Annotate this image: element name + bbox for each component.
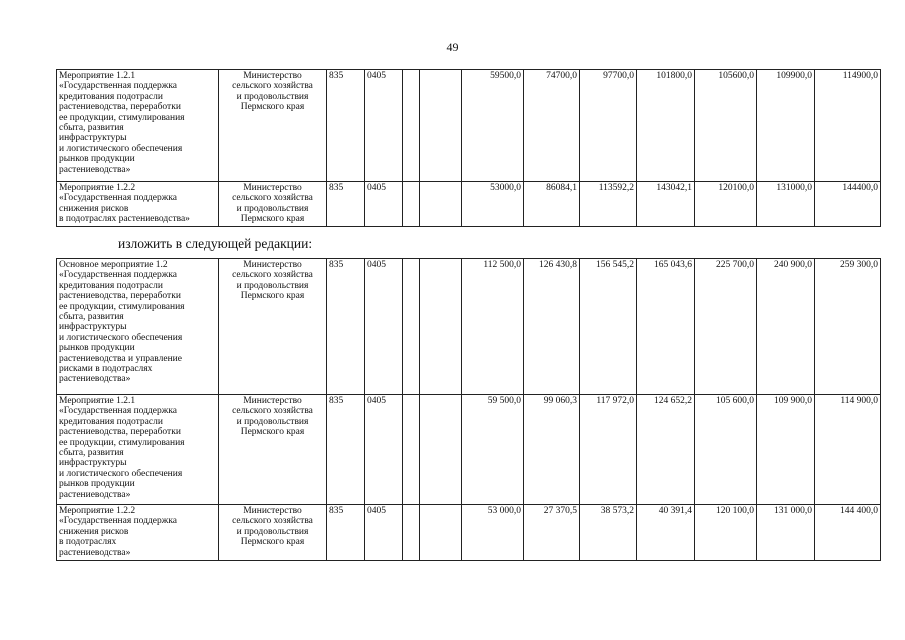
target-code-cell bbox=[403, 259, 420, 395]
funding-value-cell: 225 700,0 bbox=[695, 259, 757, 395]
department-cell: Министерство сельского хозяйства и продовольствия Пермского края bbox=[219, 182, 327, 227]
intro-text: изложить в следующей редакции: bbox=[118, 236, 313, 251]
funding-value-cell: 105600,0 bbox=[695, 70, 757, 182]
activity-name-cell: Мероприятие 1.2.1 «Государственная поддержка кредитования подотрасли растениеводства, переработки ее продукции, стимулирования сбыта, развития инфраструктуры и логистического обеспечения рынков продукции растениеводства» bbox=[57, 70, 219, 182]
grbs-code-cell: 835 bbox=[327, 505, 365, 561]
funding-value-cell: 117 972,0 bbox=[580, 395, 637, 505]
funding-value-cell: 40 391,4 bbox=[637, 505, 695, 561]
funding-value-cell: 59500,0 bbox=[462, 70, 524, 182]
target-code-cell bbox=[403, 505, 420, 561]
expense-type-cell bbox=[420, 505, 462, 561]
funding-value-cell: 144400,0 bbox=[815, 182, 881, 227]
expense-type-cell bbox=[420, 259, 462, 395]
grbs-code-cell: 835 bbox=[327, 395, 365, 505]
table-row bbox=[57, 505, 881, 561]
funding-value-cell: 59 500,0 bbox=[462, 395, 524, 505]
target-code-cell bbox=[403, 70, 420, 182]
funding-value-cell: 99 060,3 bbox=[524, 395, 580, 505]
section-code-cell: 0405 bbox=[365, 395, 403, 505]
funding-value-cell: 86084,1 bbox=[524, 182, 580, 227]
funding-value-cell: 38 573,2 bbox=[580, 505, 637, 561]
expense-type-cell bbox=[420, 182, 462, 227]
funding-value-cell: 156 545,2 bbox=[580, 259, 637, 395]
expense-type-cell bbox=[420, 395, 462, 505]
funding-value-cell: 101800,0 bbox=[637, 70, 695, 182]
funding-value-cell: 120 100,0 bbox=[695, 505, 757, 561]
funding-value-cell: 126 430,8 bbox=[524, 259, 580, 395]
funding-value-cell: 74700,0 bbox=[524, 70, 580, 182]
department-cell: Министерство сельского хозяйства и продовольствия Пермского края bbox=[219, 259, 327, 395]
funding-value-cell: 109900,0 bbox=[757, 70, 815, 182]
target-code-cell bbox=[403, 395, 420, 505]
funding-value-cell: 53 000,0 bbox=[462, 505, 524, 561]
funding-value-cell: 120100,0 bbox=[695, 182, 757, 227]
department-cell: Министерство сельского хозяйства и продовольствия Пермского края bbox=[219, 505, 327, 561]
department-cell: Министерство сельского хозяйства и продовольствия Пермского края bbox=[219, 70, 327, 182]
funding-value-cell: 131000,0 bbox=[757, 182, 815, 227]
funding-value-cell: 27 370,5 bbox=[524, 505, 580, 561]
section-code-cell: 0405 bbox=[365, 259, 403, 395]
funding-value-cell: 105 600,0 bbox=[695, 395, 757, 505]
funding-value-cell: 114 900,0 bbox=[815, 395, 881, 505]
table-row bbox=[57, 259, 881, 395]
funding-value-cell: 259 300,0 bbox=[815, 259, 881, 395]
table-current-edition bbox=[56, 69, 881, 227]
funding-value-cell: 109 900,0 bbox=[757, 395, 815, 505]
grbs-code-cell: 835 bbox=[327, 259, 365, 395]
funding-value-cell: 53000,0 bbox=[462, 182, 524, 227]
funding-value-cell: 131 000,0 bbox=[757, 505, 815, 561]
section-code-cell: 0405 bbox=[365, 182, 403, 227]
funding-value-cell: 143042,1 bbox=[637, 182, 695, 227]
section-code-cell: 0405 bbox=[365, 505, 403, 561]
table-row bbox=[57, 182, 881, 227]
activity-name-cell: Мероприятие 1.2.2 «Государственная поддержка снижения рисков в подотраслях растениеводства» bbox=[57, 182, 219, 227]
department-cell: Министерство сельского хозяйства и продовольствия Пермского края bbox=[219, 395, 327, 505]
target-code-cell bbox=[403, 182, 420, 227]
grbs-code-cell: 835 bbox=[327, 70, 365, 182]
funding-value-cell: 113592,2 bbox=[580, 182, 637, 227]
table-new-edition bbox=[56, 258, 881, 561]
page-number: 49 bbox=[446, 40, 459, 54]
funding-value-cell: 114900,0 bbox=[815, 70, 881, 182]
table-row bbox=[57, 395, 881, 505]
activity-name-cell: Мероприятие 1.2.2 «Государственная поддержка снижения рисков в подотраслях растениеводства» bbox=[57, 505, 219, 561]
funding-value-cell: 97700,0 bbox=[580, 70, 637, 182]
section-code-cell: 0405 bbox=[365, 70, 403, 182]
funding-value-cell: 124 652,2 bbox=[637, 395, 695, 505]
funding-value-cell: 240 900,0 bbox=[757, 259, 815, 395]
funding-value-cell: 144 400,0 bbox=[815, 505, 881, 561]
expense-type-cell bbox=[420, 70, 462, 182]
table-row bbox=[57, 70, 881, 182]
activity-name-cell: Мероприятие 1.2.1 «Государственная поддержка кредитования подотрасли растениеводства, переработки ее продукции, стимулирования сбыта, развития инфраструктуры и логистического обеспечения рынков продукции растениеводства» bbox=[57, 395, 219, 505]
funding-value-cell: 112 500,0 bbox=[462, 259, 524, 395]
activity-name-cell: Основное мероприятие 1.2 «Государственная поддержка кредитования подотрасли растениеводства, переработки ее продукции, стимулирования сбыта, развития инфраструктуры и логистического обеспечения рынков продукции растениеводства и управление рисками в подотраслях растениеводства» bbox=[57, 259, 219, 395]
funding-value-cell: 165 043,6 bbox=[637, 259, 695, 395]
grbs-code-cell: 835 bbox=[327, 182, 365, 227]
